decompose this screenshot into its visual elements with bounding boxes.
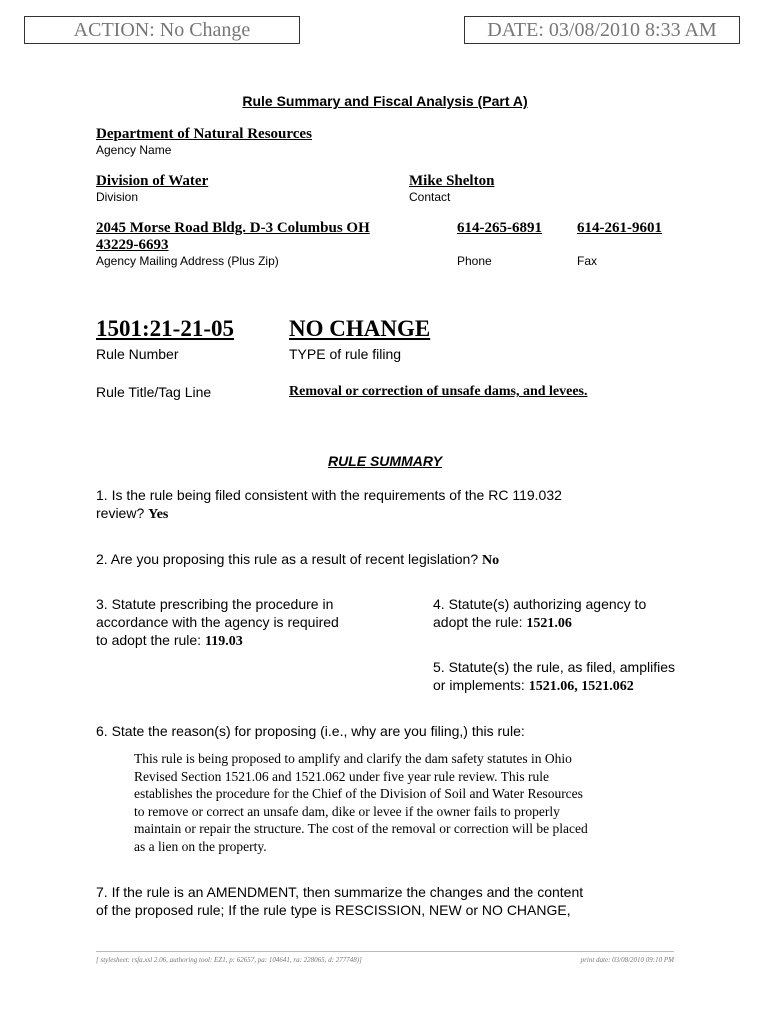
rule-summary-heading: RULE SUMMARY [327, 453, 443, 469]
date-text: DATE: 03/08/2010 8:33 AM [487, 19, 717, 41]
question-3 [96, 595, 406, 651]
agency-name-label: Agency Name [96, 143, 172, 157]
question-3-line-3: to adopt the rule: [96, 632, 202, 648]
division-value: Division of Water [96, 173, 209, 189]
phone-label: Phone [457, 254, 492, 268]
question-3-line-1: 3. Statute prescribing the procedure in [96, 596, 334, 612]
address-label: Agency Mailing Address (Plus Zip) [96, 254, 279, 268]
action-text: ACTION: No Change [73, 19, 251, 41]
rule-title-value: Removal or correction of unsafe dams, and levees. [289, 384, 588, 399]
question-2-answer: No [482, 553, 500, 568]
rule-number-label: Rule Number [96, 346, 179, 362]
question-4 [433, 595, 733, 633]
rule-title-label: Rule Title/Tag Line [96, 384, 212, 400]
footer-stylesheet-info: [ stylesheet: rsfa.xsl 2.06, authoring tool: EZ1, p: 62657, pa: 104641, ra: 228065, d: 277748)] [96, 956, 362, 964]
question-7 [96, 883, 716, 919]
fax-label: Fax [577, 254, 598, 268]
rule-filing-type-label: TYPE of rule filing [289, 346, 402, 362]
question-4-line-1: 4. Statute(s) authorizing agency to [433, 596, 647, 612]
question-3-answer: 119.03 [204, 634, 243, 649]
question-1-answer: Yes [148, 507, 169, 522]
question-5 [433, 658, 733, 696]
question-2-text: 2. Are you proposing this rule as a result of recent legislation? [96, 551, 479, 567]
question-6-answer-line: to remove or correct an unsafe dam, dike or levee if the owner fails to properly [134, 803, 560, 819]
phone-value: 614-265-6891 [457, 220, 542, 236]
question-4-answer: 1521.06 [526, 616, 572, 631]
agency-name: Department of Natural Resources [96, 126, 312, 142]
rule-filing-type: NO CHANGE [289, 316, 431, 341]
question-6-answer-line: maintain or repair the structure. The cost of the removal or correction will be placed [134, 821, 588, 836]
question-6-answer-line: This rule is being proposed to amplify and clarify the dam safety statutes in Ohio [134, 751, 572, 766]
question-6-answer-line: Revised Section 1521.06 and 1521.062 under five year rule review. This rule [134, 768, 550, 784]
address-line-2: 43229-6693 [96, 237, 169, 253]
question-1 [96, 486, 696, 524]
date-box [464, 16, 740, 44]
question-1-line-2: review? [96, 505, 145, 521]
question-7-line-1: 7. If the rule is an AMENDMENT, then summarize the changes and the content [96, 884, 584, 900]
document-title: Rule Summary and Fiscal Analysis (Part A) [242, 93, 528, 109]
question-6: 6. State the reason(s) for proposing (i.e., why are you filing,) this rule: [96, 723, 525, 739]
question-5-line-2: or implements: [433, 677, 525, 693]
contact-label: Contact [409, 190, 451, 204]
question-5-answer: 1521.06, 1521.062 [528, 679, 634, 694]
fax-value: 614-261-9601 [577, 220, 662, 236]
footer-print-date: print date: 03/08/2010 09:10 PM [580, 956, 674, 964]
question-6-answer-line: as a lien on the property. [134, 838, 267, 854]
question-4-line-2: adopt the rule: [433, 614, 523, 630]
question-7-line-2: of the proposed rule; If the rule type is RESCISSION, NEW or NO CHANGE, [96, 902, 571, 918]
footer-divider [96, 951, 674, 952]
question-1-line-1: 1. Is the rule being filed consistent with the requirements of the RC 119.032 [96, 487, 562, 503]
question-5-line-1: 5. Statute(s) the rule, as filed, amplifies [433, 659, 675, 675]
question-2 [96, 550, 716, 570]
mailing-address [96, 220, 370, 254]
action-box [24, 16, 300, 44]
rule-number: 1501:21-21-05 [96, 316, 234, 341]
question-3-line-2: accordance with the agency is required [96, 614, 339, 630]
address-line-1: 2045 Morse Road Bldg. D-3 Columbus OH [96, 220, 370, 236]
division-label: Division [96, 190, 139, 204]
question-6-answer [134, 750, 694, 855]
contact-value: Mike Shelton [409, 173, 495, 189]
question-6-answer-line: establishes the procedure for the Chief of the Division of Soil and Water Resources [134, 786, 583, 801]
